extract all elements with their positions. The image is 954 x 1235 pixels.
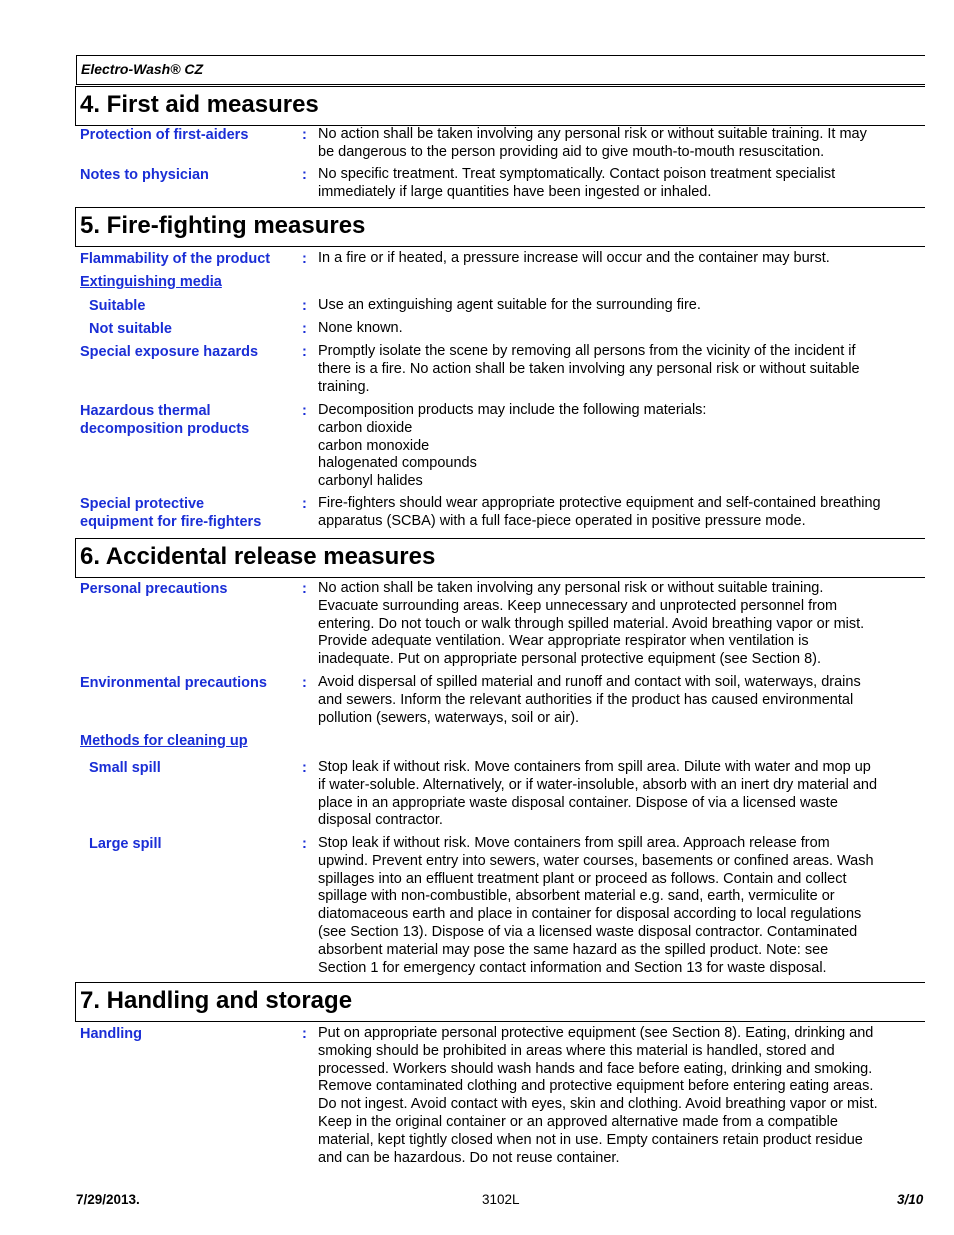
small-spill-value: Stop leak if without risk. Move containers from spill area. Dilute with water and mop up if water-soluble. Alternatively, or if water-insoluble, absorb with an inert dry material and place in an appropriate waste disposal container. Dispose of via a licensed waste disposal contractor. (318, 759, 878, 829)
handling-value: Put on appropriate personal protective equipment (see Section 8). Eating, drinking and smoking should be prohibited in areas where this material is handled, stored and processed. Workers should wash hands and face before eating, drinking and smoking. Remove contaminated clothing and protective equipment before entering eating areas. Do not ingest. Avoid contact with eyes, skin and clothing. Avoid breathing vapor or mist. Keep in the original container or an approved alternative made from a compatible material, kept tightly closed when not in use. Empty containers retain product residue and can be hazardous. Do not reuse container. (318, 1025, 878, 1166)
suitable-label: Suitable (89, 298, 146, 314)
notes-to-physician-label: Notes to physician (80, 167, 209, 183)
section-7-title: 7. Handling and storage (80, 987, 353, 1014)
colon: : (302, 1026, 307, 1042)
hazardous-thermal-value: Decomposition products may include the following materials: carbon dioxide carbon monoxide halogenated compounds carbonyl halides (318, 402, 707, 490)
colon: : (302, 127, 307, 143)
flammability-value: In a fire or if heated, a pressure increase will occur and the container may burst. (318, 250, 830, 266)
not-suitable-value: None known. (318, 320, 403, 336)
suitable-value: Use an extinguishing agent suitable for the surrounding fire. (318, 297, 701, 313)
methods-cleaning-heading: Methods for cleaning up (80, 733, 248, 749)
section-6-title: 6. Accidental release measures (80, 543, 436, 570)
footer-date: 7/29/2013. (76, 1192, 140, 1207)
colon: : (302, 581, 307, 597)
colon: : (302, 251, 307, 267)
protection-first-aiders-label: Protection of first-aiders (80, 127, 249, 143)
handling-label: Handling (80, 1026, 143, 1042)
large-spill-value: Stop leak if without risk. Move containers from spill area. Approach release from upwind. Prevent entry into sewers, water courses, basements or confined areas. Wash spillages into an effluent treatment plant or proceed as follows. Contain and collect spillage with non-combustible, absorbent material e.g. sand, earth, vermiculite or diatomaceous earth and place in container for disposal according to local regulations (see Section 13). Dispose of via a licensed waste disposal contractor. Contaminated absorbent material may pose the same hazard as the spilled product. Note: see Section 1 for emergency contact information and Section 13 for waste disposal. (318, 835, 874, 976)
footer-page-number: 3/10 (897, 1192, 924, 1207)
colon: : (302, 167, 307, 183)
personal-precautions-label: Personal precautions (80, 581, 228, 597)
small-spill-label: Small spill (89, 760, 161, 776)
special-protective-label: Special protective equipment for fire-fighters (80, 496, 262, 530)
notes-to-physician-value: No specific treatment. Treat symptomatically. Contact poison treatment specialist immediately if large quantities have been ingested or inhaled. (318, 166, 836, 200)
personal-precautions-value: No action shall be taken involving any personal risk or without suitable training. Evacuate surrounding areas. Keep unnecessary and unprotected personnel from entering. Do not touch or walk through spilled material. Avoid breathing vapor or mist. Provide adequate ventilation. Wear appropriate respirator when ventilation is inadequate. Put on appropriate personal protective equipment (see Section 8). (318, 580, 865, 668)
large-spill-label: Large spill (89, 836, 162, 852)
colon: : (302, 675, 307, 691)
product-name: Electro-Wash® CZ (81, 61, 204, 77)
colon: : (302, 344, 307, 360)
colon: : (302, 760, 307, 776)
special-exposure-value: Promptly isolate the scene by removing all persons from the vicinity of the incident if there is a fire. No action shall be taken involving any personal risk or without suitable training. (318, 343, 860, 395)
colon: : (302, 298, 307, 314)
special-exposure-label: Special exposure hazards (80, 344, 259, 360)
section-5-header (75, 207, 925, 247)
special-protective-value: Fire-fighters should wear appropriate protective equipment and self-contained breathing apparatus (SCBA) with a full face-piece operated in positive pressure mode. (318, 495, 881, 529)
protection-first-aiders-value: No action shall be taken involving any personal risk or without suitable training. It may be dangerous to the person providing aid to give mouth-to-mouth resuscitation. (318, 126, 867, 160)
environmental-precautions-label: Environmental precautions (80, 675, 267, 691)
colon: : (302, 321, 307, 337)
flammability-label: Flammability of the product (80, 251, 271, 267)
section-6-header (75, 538, 925, 578)
footer-code: 3102L (482, 1192, 520, 1207)
extinguishing-media-heading: Extinguishing media (80, 274, 222, 290)
not-suitable-label: Not suitable (89, 321, 172, 337)
environmental-precautions-value: Avoid dispersal of spilled material and runoff and contact with soil, waterways, drains and sewers. Inform the relevant authorities if the product has caused environmental pollution (sewers, waterways, soil or air). (318, 674, 861, 726)
hazardous-thermal-label: Hazardous thermal decomposition products (80, 403, 250, 437)
colon: : (302, 496, 307, 512)
colon: : (302, 403, 307, 419)
colon: : (302, 836, 307, 852)
section-4-header (75, 86, 925, 126)
section-5-title: 5. Fire-fighting measures (80, 212, 366, 239)
section-4-title: 4. First aid measures (80, 91, 319, 118)
product-header-bar (76, 55, 925, 85)
section-7-header (75, 982, 925, 1022)
